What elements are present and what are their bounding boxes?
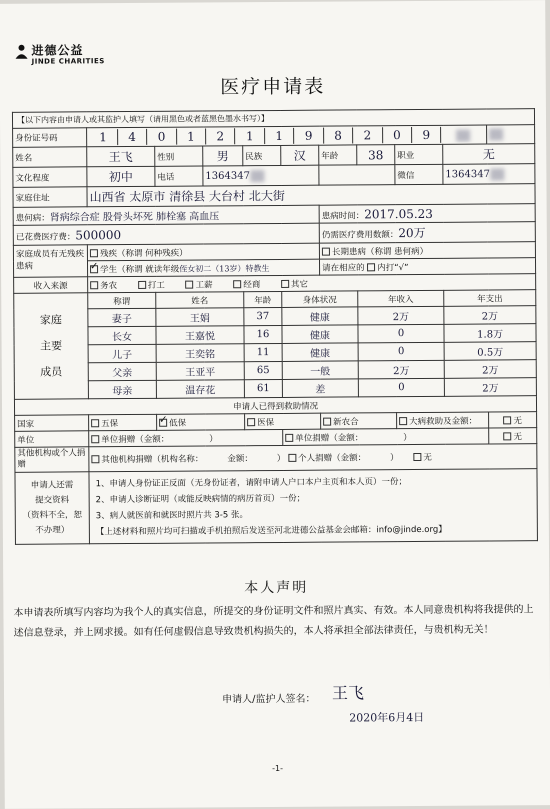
org-name-en: JINDE CHARITIES (31, 57, 105, 66)
aid-option-label: 医保 (257, 417, 275, 428)
aid-option[interactable] (397, 412, 489, 429)
member-name: 王嘉悦 (156, 326, 244, 345)
materials-label-line: （资料不全，恕 (22, 509, 83, 521)
personal-donation-label: 个人捐赠（金额： (298, 453, 367, 464)
income-option-label: 打工 (147, 280, 165, 291)
declaration-text: 本申请表所填写内容均为我个人的真实信息，所提交的身份证明文件和照片真实、有效。本人同意贵机构将我提供的上述信息登录，并上网求援。如有任何虚假信息导致贵机构损失的，本人将承担全部法律责任，与贵机构无关！ (13, 604, 534, 639)
phone-redacted (250, 170, 264, 182)
id-digit: 1 (89, 129, 117, 145)
family-disabled-label: 家庭成员有无残疾患病 (13, 245, 87, 278)
other-none-option[interactable] (413, 453, 432, 463)
member-age: 65 (244, 361, 282, 379)
member-age: 11 (244, 343, 282, 361)
income-option-label: 务农 (100, 280, 118, 291)
income-option[interactable] (90, 281, 117, 291)
checkbox-icon (503, 416, 511, 424)
unit-donation-label: 单位捐赠（金额： (295, 432, 364, 444)
income-option[interactable] (281, 279, 308, 289)
phone-label: 电话 (155, 166, 203, 186)
member-expense: 2万 (444, 306, 536, 325)
checkbox-icon (138, 280, 146, 288)
family-col-header: 年收入 (358, 290, 444, 307)
need-label: 仍需医疗费用数额： (321, 230, 399, 241)
member-relation: 父亲 (88, 362, 156, 380)
checkbox-icon (233, 280, 241, 288)
education-label: 文化程度 (13, 167, 87, 188)
signature-date[interactable]: 2020年6月4日 (349, 710, 425, 725)
materials-row (15, 469, 538, 545)
name-label: 姓名 (13, 147, 87, 168)
gender-label: 性别 (155, 146, 203, 166)
member-age: 61 (244, 379, 282, 397)
student-option-label: 学生（称谓 就读年级 (100, 264, 180, 275)
id-digit: 2 (206, 128, 236, 144)
need-value: 20万 (398, 225, 426, 241)
id-redacted (487, 125, 535, 144)
checkbox-icon (322, 247, 330, 255)
member-expense: 0.5万 (444, 342, 536, 361)
aid-other-row (15, 444, 537, 473)
id-digit: 1 (264, 128, 294, 144)
onset-time-field[interactable] (319, 204, 535, 224)
onset-time-value: 2017.05.23 (364, 206, 433, 221)
member-name: 温存花 (156, 380, 244, 399)
long-illness-option[interactable] (319, 242, 535, 260)
aid-none-label: 无 (513, 415, 522, 426)
personal-donation-end: ） (390, 453, 399, 464)
declaration-title: 本人声明 (244, 579, 309, 597)
student-option-value: 侄女初二（13岁）特教生 (179, 263, 270, 274)
member-expense: 2万 (444, 360, 536, 379)
aid-option[interactable] (89, 414, 157, 430)
student-option[interactable] (87, 259, 319, 277)
unit-donation-end: ） (403, 432, 412, 443)
org-name-zh: 进德公益 (31, 43, 84, 58)
checkbox-icon (247, 418, 255, 426)
materials-item: 1、申请人身份证正反面（无身份证者，请附申请人户口本户主页和本人页）一份； (95, 476, 407, 489)
ethnicity-label: 民族 (243, 145, 281, 165)
address-field[interactable]: 山西省 太原市 清徐县 大台村 北大街 (87, 184, 535, 207)
aid-option[interactable] (245, 413, 321, 430)
unit-donation-option[interactable] (283, 428, 489, 445)
phone-value: 1364347 (205, 170, 250, 182)
phone-blank (319, 165, 395, 186)
checked-box-icon (90, 265, 98, 273)
spent-field[interactable] (13, 223, 319, 245)
wechat-label: 微信 (395, 164, 443, 184)
address-label: 家庭住址 (13, 187, 87, 208)
family-col-header: 年龄 (244, 291, 282, 307)
gender-field[interactable]: 男 (203, 146, 243, 166)
aid-option-label: 大病救助及金额： (409, 416, 478, 427)
org-donation-option[interactable] (91, 454, 285, 465)
check-hint-label: 请在相应的 (322, 262, 365, 274)
income-source-label: 收入来源 (14, 277, 88, 294)
signature-field[interactable]: 王飞 (331, 683, 365, 703)
id-digit: 9 (294, 128, 324, 144)
disease-value: 肾病综合症 股骨头坏死 肺栓塞 高血压 (49, 211, 220, 224)
family-label-line: 成员 (40, 364, 63, 379)
materials-item: 3、病人就医前和就医时照片共 3-5 张。 (95, 509, 249, 521)
member-relation: 妻子 (88, 308, 156, 326)
application-table (12, 108, 538, 545)
family-col-header: 称谓 (88, 292, 156, 308)
org-donation-label: 其他机构捐赠（机构名称： (101, 454, 204, 466)
member-health: 健康 (282, 343, 358, 362)
materials-list (89, 469, 538, 544)
aid-option[interactable] (321, 413, 397, 430)
id-digit: 8 (323, 127, 353, 143)
aid-option-label: 五保 (101, 418, 119, 429)
materials-label-line: 提交资料 (35, 495, 70, 506)
unit-none-option[interactable] (489, 428, 537, 444)
member-health: 差 (282, 379, 358, 398)
check-hint (319, 258, 535, 276)
checkbox-icon (288, 454, 296, 462)
checkbox-icon (91, 455, 99, 463)
checkbox-icon (90, 281, 98, 289)
member-name: 王亚平 (156, 362, 244, 381)
member-age: 16 (244, 325, 282, 343)
unit-donation-label: 单位捐赠（金额： (101, 434, 170, 445)
unit-donation-option[interactable] (89, 429, 283, 446)
unit-donation-end: ） (209, 433, 218, 444)
fill-instruction: 【以下内容由申请人或其监护人填写（请用黑色或者蓝黑色墨水书写）】 (12, 109, 534, 129)
phone-field[interactable] (203, 165, 319, 186)
aid-option[interactable] (157, 414, 245, 431)
checkbox-icon (91, 435, 99, 443)
family-label-line: 主要 (40, 338, 63, 353)
page-number: -1- (272, 763, 284, 774)
signature-label: 申请人/监护人签名： (222, 693, 316, 706)
aid-unit-label: 单位 (15, 431, 89, 448)
disabled-option-label: 残疾（称谓 何种残疾） (99, 248, 188, 259)
member-income: 2万 (358, 360, 444, 379)
materials-item: 【上述材料和照片均可扫描或手机拍照后发送至河北进德公益基金会邮箱：info@jinde.org】 (95, 524, 447, 537)
id-digits (89, 127, 484, 146)
member-income: 0 (358, 342, 444, 361)
org-donation-amount-label: 金额： (227, 454, 253, 465)
income-option-label: 其它 (291, 279, 309, 290)
wechat-redacted (490, 168, 504, 180)
personal-donation-option[interactable] (288, 453, 399, 464)
id-digit: 0 (382, 127, 412, 143)
materials-item: 2、申请人诊断证明（或能反映病情的病历首页）一份； (95, 493, 306, 505)
member-relation: 儿子 (88, 344, 156, 362)
org-donation-end: ） (276, 453, 286, 465)
checkbox-icon (90, 249, 98, 257)
checkbox-icon (285, 433, 293, 441)
disease-field[interactable] (13, 205, 319, 225)
id-digit: 1 (235, 128, 265, 144)
materials-label (15, 472, 90, 545)
job-field[interactable]: 无 (443, 144, 535, 165)
income-option-label: 工薪 (195, 279, 213, 291)
checkbox-icon (504, 432, 512, 440)
disabled-option[interactable] (87, 243, 319, 261)
job-label: 职业 (395, 144, 443, 164)
long-illness-option-label: 长期患病（称谓 患何病） (331, 246, 429, 258)
family-col-header: 年支出 (444, 290, 536, 307)
check-hint-tail: 内打“√” (377, 262, 409, 273)
aid-other-label: 其他机构或个人捐赠 (15, 447, 89, 473)
checkbox-icon (186, 280, 194, 288)
member-name: 王娟 (156, 308, 244, 327)
age-label: 年龄 (319, 145, 357, 165)
member-health: 健康 (282, 325, 358, 344)
income-option[interactable] (233, 280, 260, 290)
member-age: 37 (244, 307, 282, 325)
id-digit-redacted (441, 127, 484, 143)
member-income: 0 (358, 378, 444, 397)
checkbox-icon (281, 279, 289, 287)
family-col-header: 身体状况 (282, 291, 358, 308)
member-health: 健康 (282, 307, 358, 326)
family-label (14, 293, 89, 400)
income-option[interactable] (186, 280, 213, 290)
aid-country-label: 国家 (15, 415, 89, 432)
member-income: 0 (358, 324, 444, 343)
onset-time-label: 患病时间： (321, 210, 365, 222)
id-digit: 9 (412, 127, 442, 143)
aid-option-label: 低保 (169, 418, 187, 429)
need-field[interactable] (319, 222, 535, 244)
spent-label: 已花费医疗费： (15, 231, 76, 243)
id-digit: 4 (117, 129, 147, 145)
disease-label: 患何病： (15, 213, 50, 224)
aid-other-options (89, 444, 537, 472)
name-field[interactable]: 王飞 (87, 146, 155, 166)
id-label: 身份证号码 (13, 128, 87, 148)
checkbox-icon (367, 263, 375, 271)
id-digit: 2 (353, 127, 383, 143)
ethnicity-field[interactable]: 汉 (281, 145, 319, 165)
id-digit: 1 (176, 128, 206, 144)
wechat-field[interactable] (443, 164, 535, 185)
education-field[interactable]: 初中 (87, 166, 155, 186)
aid-option-label: 新农合 (333, 416, 359, 428)
wechat-value: 1364347 (445, 168, 490, 180)
unit-none-label: 无 (513, 431, 523, 442)
income-option-label: 经商 (243, 279, 261, 290)
member-income: 2万 (358, 306, 444, 325)
checked-box-icon (159, 418, 167, 426)
form-title: 医疗申请表 (220, 75, 326, 99)
checkbox-icon (399, 417, 407, 425)
checkbox-icon (323, 417, 331, 425)
jinde-logo-icon (13, 44, 29, 60)
family-label-line: 家庭 (39, 312, 62, 327)
spent-value: 500000 (75, 227, 122, 242)
checkbox-icon (91, 419, 99, 427)
aid-none-option[interactable] (489, 412, 537, 428)
member-health: 一般 (282, 361, 358, 380)
id-digit: 0 (147, 129, 177, 145)
family-col-header: 姓名 (156, 292, 244, 309)
materials-label-line: 不办理） (35, 525, 70, 536)
member-name: 王奕铭 (156, 344, 244, 363)
materials-label-line: 申请人还需 (30, 480, 74, 491)
member-relation: 长女 (88, 326, 156, 344)
checkbox-icon (413, 453, 421, 461)
member-expense: 2万 (444, 378, 536, 397)
aid-header: 申请人已得到救助情况 (14, 396, 536, 416)
member-expense: 1.8万 (444, 324, 536, 343)
age-field[interactable]: 38 (357, 145, 395, 165)
income-option[interactable] (138, 280, 165, 290)
other-none-label: 无 (423, 452, 432, 464)
member-relation: 母亲 (88, 380, 156, 398)
